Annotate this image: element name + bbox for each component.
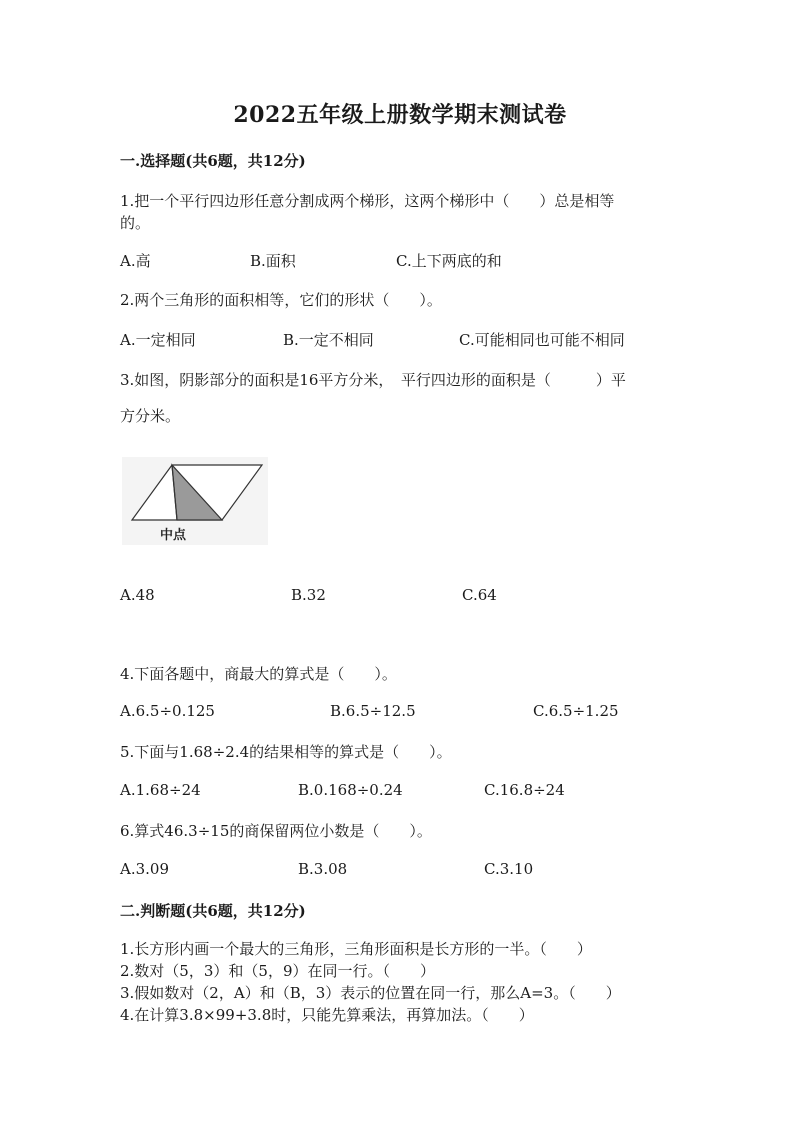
- question-1-option-a: A.高: [120, 252, 151, 270]
- question-2-line-1: 2.两个三角形的面积相等，它们的形状（ ）。: [120, 291, 442, 309]
- judgement-item-4: 4.在计算3.8×99+3.8时，只能先算乘法，再算加法。（ ）: [120, 1006, 534, 1024]
- question-2-option-a: A.一定相同: [120, 331, 196, 349]
- question-5-line-1: 5.下面与1.68÷2.4的结果相等的算式是（ ）。: [120, 743, 452, 761]
- judgement-item-2: 2.数对（5，3）和（5，9）在同一行。（ ）: [120, 962, 435, 980]
- judgement-item-3: 3.假如数对（2，A）和（B，3）表示的位置在同一行，那么A=3。（ ）: [120, 984, 621, 1002]
- section-heading-choice: 一.选择题(共6题，共12分): [120, 152, 306, 170]
- parallelogram-figure: [120, 455, 270, 550]
- question-3-option-a: A.48: [120, 586, 155, 604]
- question-5-option-c: C.16.8÷24: [484, 781, 565, 799]
- question-1-option-c: C.上下两底的和: [396, 252, 502, 270]
- question-3-option-c: C.64: [462, 586, 497, 604]
- question-2-option-b: B.一定不相同: [283, 331, 374, 349]
- question-5-option-a: A.1.68÷24: [120, 781, 201, 799]
- judgement-item-1: 1.长方形内画一个最大的三角形，三角形面积是长方形的一半。（ ）: [120, 940, 592, 958]
- question-2-option-c: C.可能相同也可能不相同: [459, 331, 625, 349]
- question-5-option-b: B.0.168÷0.24: [298, 781, 403, 799]
- question-1-option-b: B.面积: [250, 252, 296, 270]
- section-heading-judgement: 二.判断题(共6题，共12分): [120, 902, 306, 920]
- question-1-line-2: 的。: [120, 214, 151, 232]
- question-3-option-b: B.32: [291, 586, 326, 604]
- question-6-option-a: A.3.09: [120, 860, 169, 878]
- question-4-line-1: 4.下面各题中，商最大的算式是（ ）。: [120, 665, 397, 683]
- question-3-line-1: 3.如图，阴影部分的面积是16平方分米， 平行四边形的面积是（ ）平: [120, 371, 626, 389]
- question-4-option-a: A.6.5÷0.125: [120, 702, 215, 720]
- question-6-line-1: 6.算式46.3÷15的商保留两位小数是（ ）。: [120, 822, 432, 840]
- question-1-line-1: 1.把一个平行四边形任意分割成两个梯形，这两个梯形中（ ）总是相等: [120, 192, 615, 210]
- question-3-line-2: 方分米。: [120, 407, 181, 425]
- parallelogram-diagram: [120, 455, 270, 550]
- question-4-option-b: B.6.5÷12.5: [330, 702, 416, 720]
- question-6-option-c: C.3.10: [484, 860, 534, 878]
- page-title: 2022五年级上册数学期末测试卷: [233, 102, 567, 128]
- question-4-option-c: C.6.5÷1.25: [533, 702, 619, 720]
- question-6-option-b: B.3.08: [298, 860, 348, 878]
- midpoint-label: 中点: [160, 527, 187, 542]
